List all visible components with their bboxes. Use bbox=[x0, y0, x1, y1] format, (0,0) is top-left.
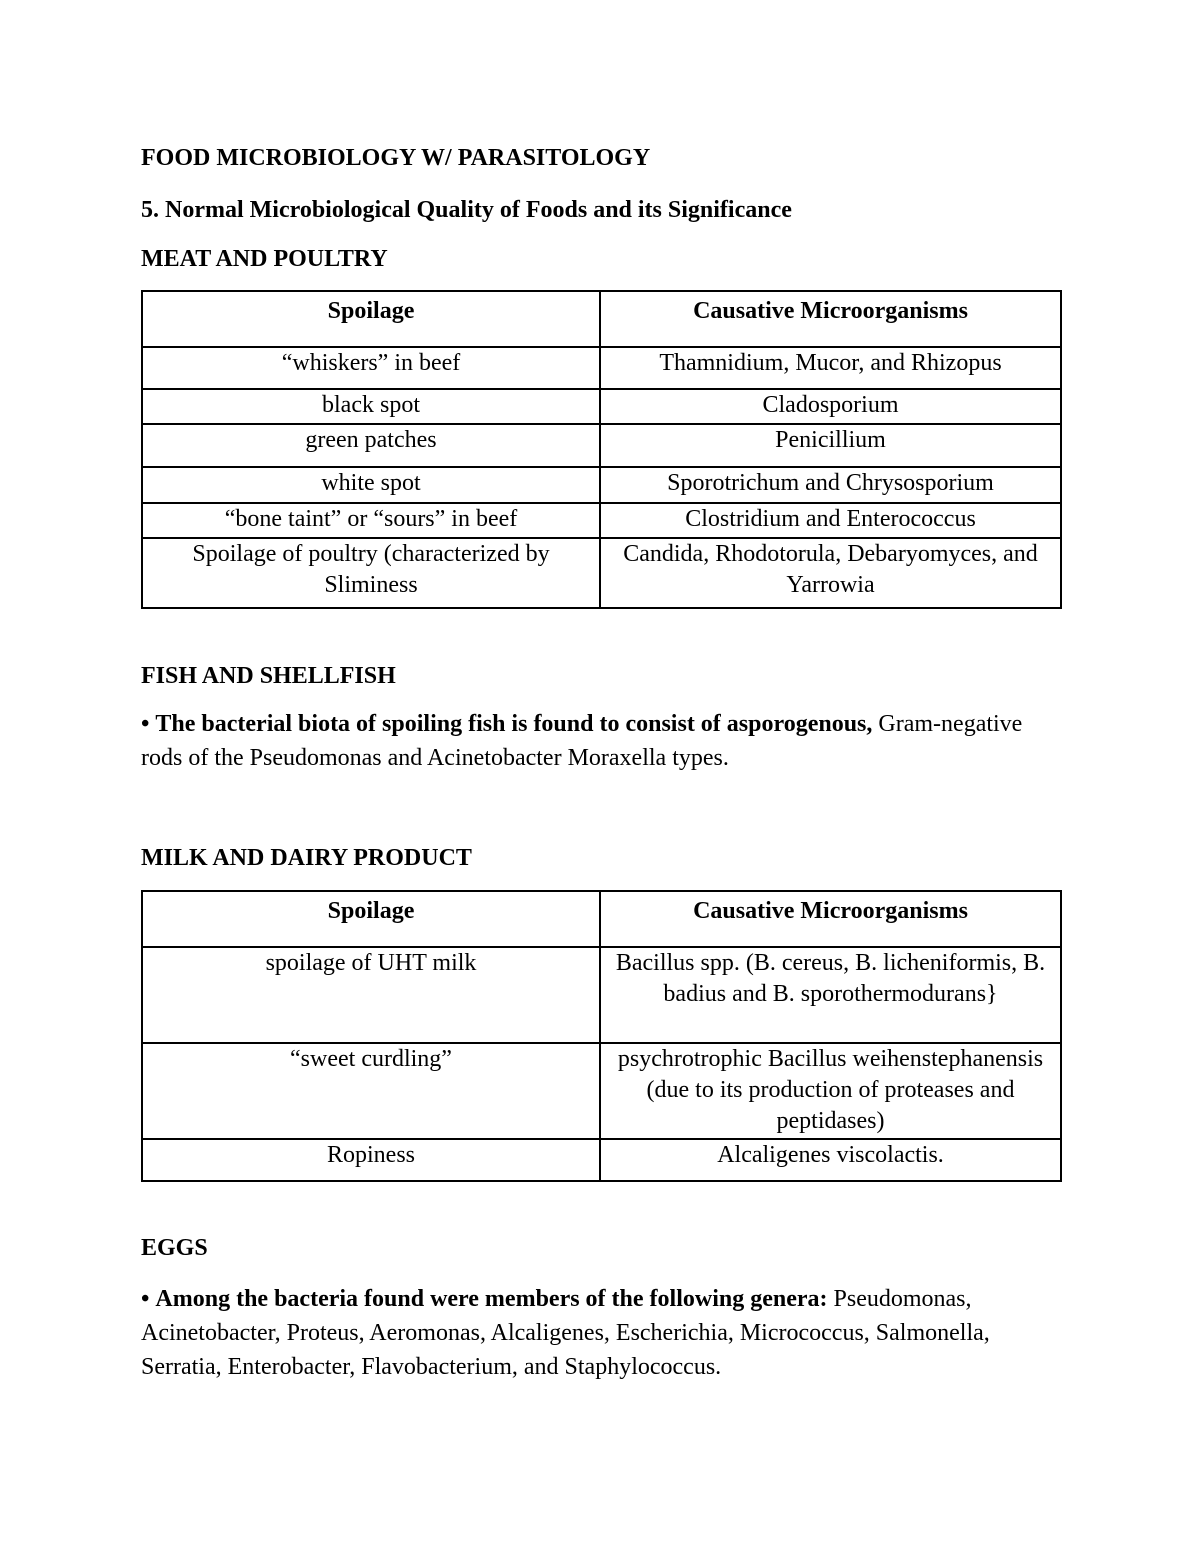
spoilage-cell: spoilage of UHT milk bbox=[142, 947, 600, 1043]
meat-heading: MEAT AND POULTRY bbox=[141, 246, 388, 272]
organisms-cell: Penicillium bbox=[600, 424, 1061, 467]
column-header-organisms: Causative Microorganisms bbox=[600, 291, 1061, 347]
organisms-cell: Clostridium and Enterococcus bbox=[600, 503, 1061, 538]
table-header-row bbox=[142, 291, 1061, 347]
spoilage-cell: green patches bbox=[142, 424, 600, 467]
spoilage-cell: black spot bbox=[142, 389, 600, 424]
spoilage-cell: “whiskers” in beef bbox=[142, 347, 600, 389]
organisms-cell: Cladosporium bbox=[600, 389, 1061, 424]
table-header-row bbox=[142, 891, 1061, 947]
milk-heading: MILK AND DAIRY PRODUCT bbox=[141, 845, 472, 871]
column-header-spoilage: Spoilage bbox=[142, 291, 600, 347]
spoilage-cell: “bone taint” or “sours” in beef bbox=[142, 503, 600, 538]
organisms-cell: Candida, Rhodotorula, Debaryomyces, and Yarrowia bbox=[600, 538, 1061, 608]
table-row bbox=[142, 503, 1061, 538]
table-row bbox=[142, 467, 1061, 503]
table-row bbox=[142, 389, 1061, 424]
eggs-paragraph bbox=[141, 1282, 1061, 1384]
fish-paragraph bbox=[141, 707, 1041, 775]
document-title: FOOD MICROBIOLOGY W/ PARASITOLOGY bbox=[141, 145, 651, 171]
organisms-cell: Bacillus spp. (B. cereus, B. licheniformis, B. badius and B. sporothermodurans} bbox=[600, 947, 1061, 1043]
organisms-cell: Alcaligenes viscolactis. bbox=[600, 1139, 1061, 1181]
table-row bbox=[142, 347, 1061, 389]
fish-text-bold: The bacterial biota of spoiling fish is found to consist of asporogenous, bbox=[155, 711, 873, 737]
eggs-heading: EGGS bbox=[141, 1235, 208, 1261]
organisms-cell: Thamnidium, Mucor, and Rhizopus bbox=[600, 347, 1061, 389]
milk-table bbox=[141, 890, 1062, 1182]
fish-heading: FISH AND SHELLFISH bbox=[141, 663, 396, 689]
column-header-spoilage: Spoilage bbox=[142, 891, 600, 947]
table-row bbox=[142, 424, 1061, 467]
organisms-cell: Sporotrichum and Chrysosporium bbox=[600, 467, 1061, 503]
meat-table bbox=[141, 290, 1062, 609]
spoilage-cell: white spot bbox=[142, 467, 600, 503]
table-row bbox=[142, 538, 1061, 608]
table-row bbox=[142, 1043, 1061, 1139]
fish-text: Gram-negative rods of the Pseudomonas and Acinetobacter Moraxella types. bbox=[141, 711, 1023, 771]
table-row bbox=[142, 947, 1061, 1043]
document-subtitle: 5. Normal Microbiological Quality of Foods and its Significance bbox=[141, 197, 792, 223]
spoilage-cell: Spoilage of poultry (characterized by Sliminess bbox=[142, 538, 600, 608]
spoilage-cell: “sweet curdling” bbox=[142, 1043, 600, 1139]
organisms-cell: psychrotrophic Bacillus weihenstephanensis (due to its production of proteases and peptidases) bbox=[600, 1043, 1061, 1139]
column-header-organisms: Causative Microorganisms bbox=[600, 891, 1061, 947]
eggs-text-bold: Among the bacteria found were members of the following genera: bbox=[155, 1286, 828, 1312]
bullet: • bbox=[141, 1286, 150, 1312]
eggs-text: Pseudomonas, Acinetobacter, Proteus, Aeromonas, Alcaligenes, Escherichia, Micrococcus, Salmonella, Serratia, Enterobacter, Flavobacterium, and Staphylococcus. bbox=[141, 1286, 990, 1380]
spoilage-cell: Ropiness bbox=[142, 1139, 600, 1181]
table-row bbox=[142, 1139, 1061, 1181]
bullet: • bbox=[141, 711, 150, 737]
